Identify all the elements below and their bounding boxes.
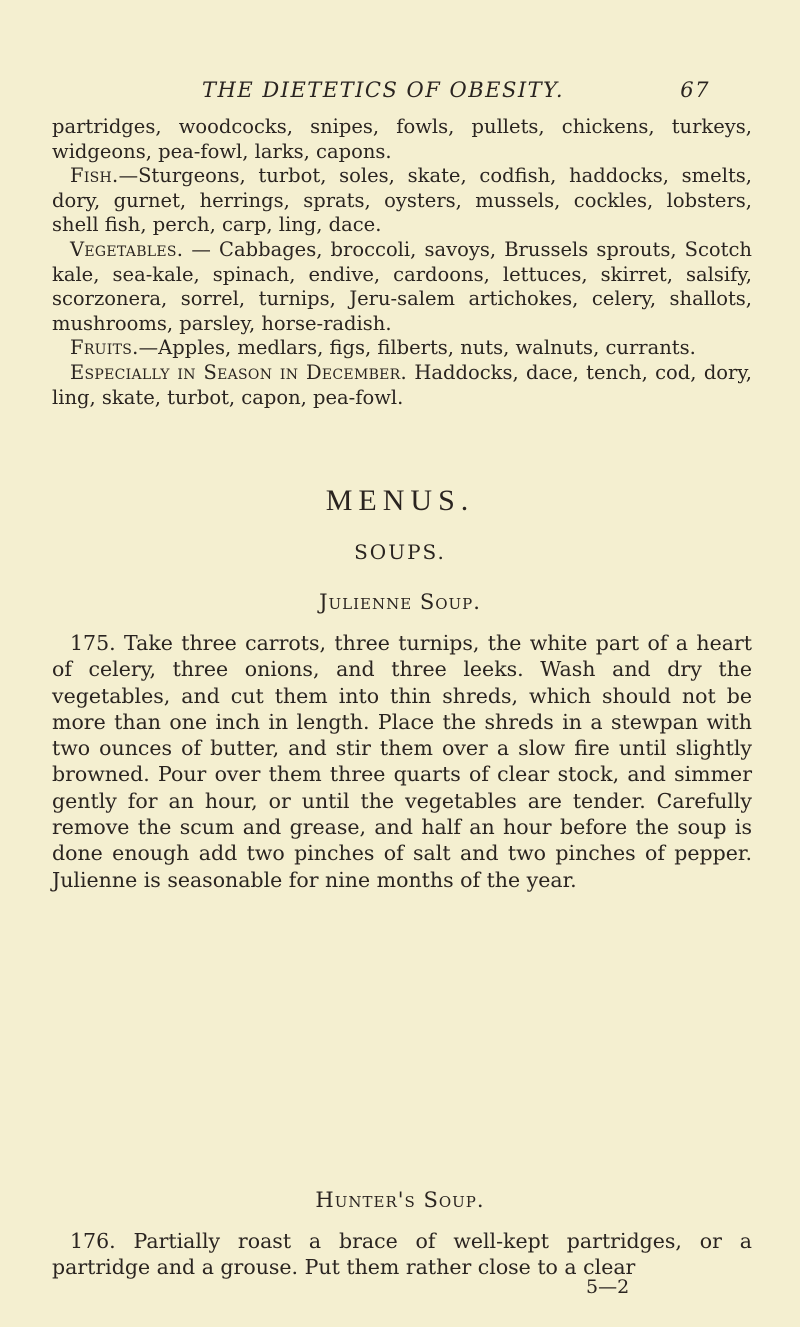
paragraph-label: Fish. bbox=[70, 164, 119, 188]
paragraph-text: Haddocks, dace, tench, cod, dory, ling, skate, turbot, capon, pea-fowl. bbox=[52, 360, 752, 409]
menus-heading: MENUS. bbox=[325, 484, 475, 517]
page-number: 67 bbox=[680, 78, 710, 102]
paragraph-fruits bbox=[52, 336, 752, 361]
signature-mark: 5—2 bbox=[586, 1276, 630, 1298]
paragraph-label: Especially in Season in December. bbox=[70, 360, 408, 384]
paragraph-fish bbox=[52, 164, 752, 238]
paragraph-in-season bbox=[52, 361, 752, 410]
running-header bbox=[150, 78, 710, 114]
paragraph-vegetables bbox=[52, 238, 752, 336]
running-title: THE DIETETICS OF OBESITY. bbox=[202, 78, 565, 102]
recipe-title-julienne: Julienne Soup. bbox=[319, 590, 481, 614]
recipe-text-julienne: 175. Take three carrots, three turnips, the white part of a heart of celery, three onions, and three leeks. Wash and dry the vegetables, and cut them into thin shreds, which should not be more than one inch in length. Place the shreds in a stewpan with two ounces of butter, and stir them over a slow fire until slightly browned. Pour over them three quarts of clear stock, and simmer gently for an hour, or until the vegetables are tender. Carefully remove the scum and grease, and half an hour before the soup is done enough add two pinches of salt and two pinches of pepper. Julienne is seasonable for nine months of the year. bbox=[52, 631, 752, 892]
food-list-section bbox=[52, 115, 752, 410]
paragraph-label: Fruits. bbox=[70, 336, 139, 360]
paragraph-label: Vegetables. bbox=[70, 237, 184, 261]
soups-heading: SOUPS. bbox=[354, 540, 446, 564]
paragraph-text: partridges, woodcocks, snipes, fowls, pullets, chickens, turkeys, widgeons, pea-fowl, larks, capons. bbox=[52, 115, 752, 163]
recipe-text-hunters: 176. Partially roast a brace of well-kept partridges, or a partridge and a grouse. Put them rather close to a clear bbox=[52, 1229, 752, 1280]
paragraph-text: —Sturgeons, turbot, soles, skate, codfish, haddocks, smelts, dory, gurnet, herrings, sprats, oysters, mussels, cockles, lobsters, shell fish, perch, carp, ling, dace. bbox=[52, 164, 752, 237]
recipe-title-hunters: Hunter's Soup. bbox=[315, 1188, 485, 1212]
paragraph-text: —Apples, medlars, figs, filberts, nuts, walnuts, currants. bbox=[138, 336, 696, 360]
paragraph-poultry-continued bbox=[52, 115, 752, 164]
paragraph-text: — Cabbages, broccoli, savoys, Brussels sprouts, Scotch kale, sea-kale, spinach, endive, cardoons, lettuces, skirret, salsify, scorzonera, sorrel, turnips, Jeru-salem artichokes, celery, shallots, mushrooms, parsley, horse-radish. bbox=[52, 237, 752, 335]
